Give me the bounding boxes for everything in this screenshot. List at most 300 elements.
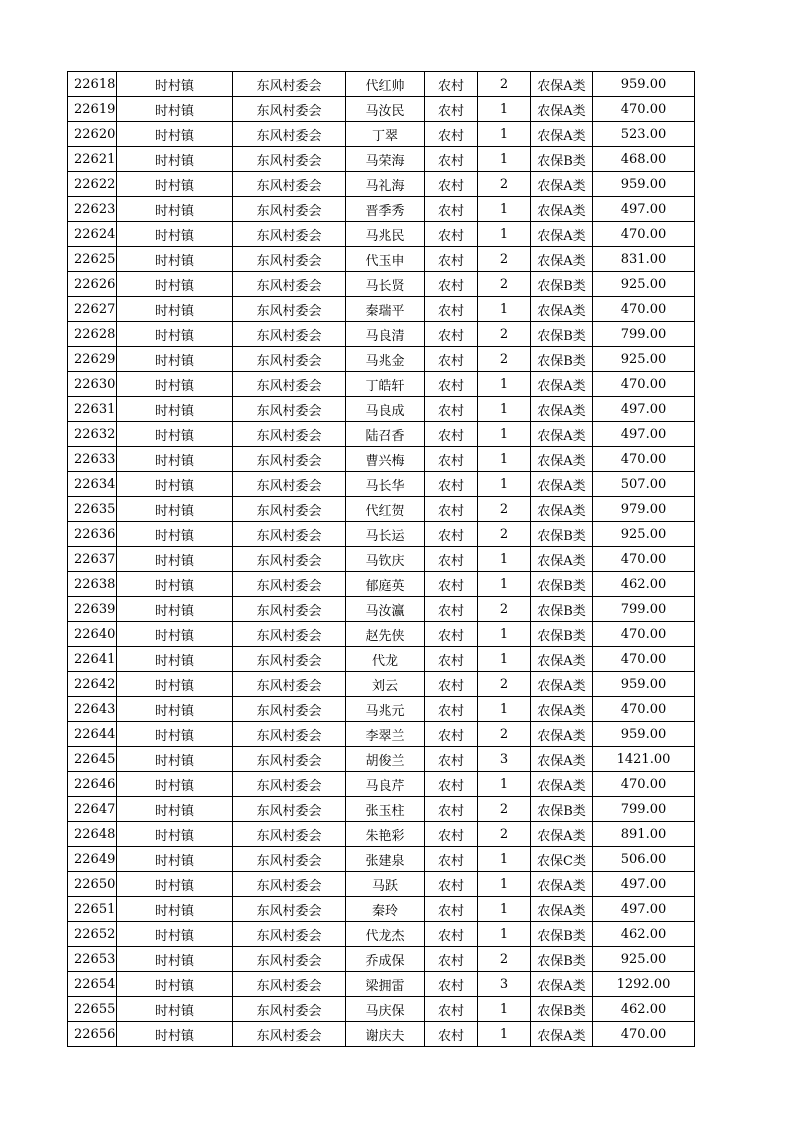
area-type-cell: 农村	[425, 697, 478, 722]
area-type-cell: 农村	[425, 547, 478, 572]
town-cell: 时村镇	[117, 322, 233, 347]
area-type-cell: 农村	[425, 997, 478, 1022]
town-cell: 时村镇	[117, 797, 233, 822]
record-id-cell: 22626	[68, 272, 117, 297]
record-id-cell: 22621	[68, 147, 117, 172]
table-row	[68, 797, 695, 822]
record-id-cell: 22656	[68, 1022, 117, 1047]
household-size-cell: 2	[478, 497, 531, 522]
record-id-cell: 22653	[68, 947, 117, 972]
area-type-cell: 农村	[425, 297, 478, 322]
area-type-cell: 农村	[425, 972, 478, 997]
insurance-category-cell: 农保B类	[531, 522, 593, 547]
village-committee-cell: 东风村委会	[233, 972, 346, 997]
record-id-cell: 22639	[68, 597, 117, 622]
area-type-cell: 农村	[425, 922, 478, 947]
area-type-cell: 农村	[425, 172, 478, 197]
table-row	[68, 522, 695, 547]
household-size-cell: 1	[478, 147, 531, 172]
village-committee-cell: 东风村委会	[233, 672, 346, 697]
record-id-cell: 22618	[68, 72, 117, 97]
village-committee-cell: 东风村委会	[233, 822, 346, 847]
town-cell: 时村镇	[117, 947, 233, 972]
person-name-cell: 马兆元	[346, 697, 425, 722]
insurance-category-cell: 农保A类	[531, 172, 593, 197]
person-name-cell: 马长贤	[346, 272, 425, 297]
area-type-cell: 农村	[425, 222, 478, 247]
household-size-cell: 2	[478, 172, 531, 197]
table-row	[68, 147, 695, 172]
record-id-cell: 22634	[68, 472, 117, 497]
village-committee-cell: 东风村委会	[233, 247, 346, 272]
person-name-cell: 朱艳彩	[346, 822, 425, 847]
table-row	[68, 722, 695, 747]
area-type-cell: 农村	[425, 872, 478, 897]
household-size-cell: 2	[478, 322, 531, 347]
area-type-cell: 农村	[425, 322, 478, 347]
person-name-cell: 代龙	[346, 647, 425, 672]
town-cell: 时村镇	[117, 497, 233, 522]
insurance-category-cell: 农保A类	[531, 897, 593, 922]
record-id-cell: 22633	[68, 447, 117, 472]
insurance-category-cell: 农保B类	[531, 272, 593, 297]
household-size-cell: 1	[478, 1022, 531, 1047]
amount-cell: 470.00	[593, 697, 695, 722]
area-type-cell: 农村	[425, 747, 478, 772]
household-size-cell: 3	[478, 747, 531, 772]
record-id-cell: 22627	[68, 297, 117, 322]
amount-cell: 979.00	[593, 497, 695, 522]
person-name-cell: 郁庭英	[346, 572, 425, 597]
area-type-cell: 农村	[425, 522, 478, 547]
person-name-cell: 马兆民	[346, 222, 425, 247]
household-size-cell: 1	[478, 997, 531, 1022]
insurance-category-cell: 农保A类	[531, 672, 593, 697]
record-id-cell: 22638	[68, 572, 117, 597]
table-row	[68, 997, 695, 1022]
village-committee-cell: 东风村委会	[233, 572, 346, 597]
household-size-cell: 1	[478, 397, 531, 422]
area-type-cell: 农村	[425, 347, 478, 372]
record-id-cell: 22641	[68, 647, 117, 672]
amount-cell: 959.00	[593, 172, 695, 197]
area-type-cell: 农村	[425, 397, 478, 422]
area-type-cell: 农村	[425, 672, 478, 697]
village-committee-cell: 东风村委会	[233, 897, 346, 922]
record-id-cell: 22651	[68, 897, 117, 922]
town-cell: 时村镇	[117, 972, 233, 997]
table-row	[68, 447, 695, 472]
amount-cell: 470.00	[593, 622, 695, 647]
village-committee-cell: 东风村委会	[233, 622, 346, 647]
person-name-cell: 代玉申	[346, 247, 425, 272]
amount-cell: 470.00	[593, 547, 695, 572]
town-cell: 时村镇	[117, 647, 233, 672]
household-size-cell: 2	[478, 347, 531, 372]
person-name-cell: 张玉柱	[346, 797, 425, 822]
town-cell: 时村镇	[117, 372, 233, 397]
insurance-category-cell: 农保B类	[531, 797, 593, 822]
table-row	[68, 197, 695, 222]
amount-cell: 925.00	[593, 272, 695, 297]
amount-cell: 470.00	[593, 372, 695, 397]
record-id-cell: 22632	[68, 422, 117, 447]
person-name-cell: 张建泉	[346, 847, 425, 872]
amount-cell: 462.00	[593, 997, 695, 1022]
village-committee-cell: 东风村委会	[233, 997, 346, 1022]
person-name-cell: 代龙杰	[346, 922, 425, 947]
table-row	[68, 747, 695, 772]
household-size-cell: 1	[478, 897, 531, 922]
amount-cell: 1421.00	[593, 747, 695, 772]
village-committee-cell: 东风村委会	[233, 447, 346, 472]
person-name-cell: 曹兴梅	[346, 447, 425, 472]
person-name-cell: 马礼海	[346, 172, 425, 197]
person-name-cell: 马庆保	[346, 997, 425, 1022]
amount-cell: 462.00	[593, 922, 695, 947]
town-cell: 时村镇	[117, 997, 233, 1022]
town-cell: 时村镇	[117, 472, 233, 497]
household-size-cell: 2	[478, 247, 531, 272]
household-size-cell: 1	[478, 472, 531, 497]
village-committee-cell: 东风村委会	[233, 847, 346, 872]
household-size-cell: 3	[478, 972, 531, 997]
amount-cell: 959.00	[593, 72, 695, 97]
household-size-cell: 2	[478, 522, 531, 547]
insurance-category-cell: 农保B类	[531, 997, 593, 1022]
household-size-cell: 1	[478, 872, 531, 897]
record-id-cell: 22645	[68, 747, 117, 772]
area-type-cell: 农村	[425, 597, 478, 622]
town-cell: 时村镇	[117, 622, 233, 647]
amount-cell: 959.00	[593, 672, 695, 697]
insurance-category-cell: 农保B类	[531, 947, 593, 972]
area-type-cell: 农村	[425, 822, 478, 847]
person-name-cell: 马跃	[346, 872, 425, 897]
area-type-cell: 农村	[425, 797, 478, 822]
area-type-cell: 农村	[425, 72, 478, 97]
table-row	[68, 947, 695, 972]
village-committee-cell: 东风村委会	[233, 147, 346, 172]
amount-cell: 470.00	[593, 447, 695, 472]
household-size-cell: 2	[478, 947, 531, 972]
person-name-cell: 代红贺	[346, 497, 425, 522]
table-row	[68, 422, 695, 447]
village-committee-cell: 东风村委会	[233, 722, 346, 747]
household-size-cell: 1	[478, 122, 531, 147]
person-name-cell: 马长运	[346, 522, 425, 547]
village-committee-cell: 东风村委会	[233, 922, 346, 947]
area-type-cell: 农村	[425, 472, 478, 497]
household-size-cell: 1	[478, 547, 531, 572]
area-type-cell: 农村	[425, 97, 478, 122]
town-cell: 时村镇	[117, 147, 233, 172]
amount-cell: 1292.00	[593, 972, 695, 997]
person-name-cell: 赵先侠	[346, 622, 425, 647]
town-cell: 时村镇	[117, 722, 233, 747]
table-row	[68, 597, 695, 622]
person-name-cell: 陆召香	[346, 422, 425, 447]
person-name-cell: 梁拥雷	[346, 972, 425, 997]
person-name-cell: 马兆金	[346, 347, 425, 372]
insurance-category-cell: 农保B类	[531, 322, 593, 347]
person-name-cell: 李翠兰	[346, 722, 425, 747]
person-name-cell: 丁皓轩	[346, 372, 425, 397]
insurance-category-cell: 农保A类	[531, 247, 593, 272]
record-id-cell: 22640	[68, 622, 117, 647]
town-cell: 时村镇	[117, 747, 233, 772]
amount-cell: 523.00	[593, 122, 695, 147]
insurance-category-cell: 农保A类	[531, 422, 593, 447]
insurance-category-cell: 农保A类	[531, 772, 593, 797]
village-committee-cell: 东风村委会	[233, 372, 346, 397]
insurance-category-cell: 农保B类	[531, 572, 593, 597]
person-name-cell: 晋季秀	[346, 197, 425, 222]
area-type-cell: 农村	[425, 947, 478, 972]
person-name-cell: 胡俊兰	[346, 747, 425, 772]
town-cell: 时村镇	[117, 272, 233, 297]
household-size-cell: 1	[478, 447, 531, 472]
record-id-cell: 22646	[68, 772, 117, 797]
table-row	[68, 347, 695, 372]
household-size-cell: 2	[478, 272, 531, 297]
person-name-cell: 乔成保	[346, 947, 425, 972]
insurance-category-cell: 农保A类	[531, 97, 593, 122]
record-id-cell: 22650	[68, 872, 117, 897]
household-size-cell: 2	[478, 822, 531, 847]
household-size-cell: 1	[478, 847, 531, 872]
town-cell: 时村镇	[117, 772, 233, 797]
amount-cell: 468.00	[593, 147, 695, 172]
amount-cell: 891.00	[593, 822, 695, 847]
area-type-cell: 农村	[425, 447, 478, 472]
person-name-cell: 马钦庆	[346, 547, 425, 572]
area-type-cell: 农村	[425, 272, 478, 297]
table-row	[68, 547, 695, 572]
village-committee-cell: 东风村委会	[233, 172, 346, 197]
village-committee-cell: 东风村委会	[233, 422, 346, 447]
person-name-cell: 马汝瀛	[346, 597, 425, 622]
amount-cell: 507.00	[593, 472, 695, 497]
records-table-body	[68, 72, 695, 1047]
record-id-cell: 22631	[68, 397, 117, 422]
area-type-cell: 农村	[425, 722, 478, 747]
village-committee-cell: 东风村委会	[233, 472, 346, 497]
table-row	[68, 247, 695, 272]
area-type-cell: 农村	[425, 622, 478, 647]
records-table	[67, 71, 695, 1047]
village-committee-cell: 东风村委会	[233, 397, 346, 422]
record-id-cell: 22635	[68, 497, 117, 522]
household-size-cell: 1	[478, 647, 531, 672]
town-cell: 时村镇	[117, 547, 233, 572]
household-size-cell: 1	[478, 572, 531, 597]
area-type-cell: 农村	[425, 197, 478, 222]
village-committee-cell: 东风村委会	[233, 272, 346, 297]
town-cell: 时村镇	[117, 522, 233, 547]
record-id-cell: 22628	[68, 322, 117, 347]
insurance-category-cell: 农保A类	[531, 222, 593, 247]
record-id-cell: 22649	[68, 847, 117, 872]
record-id-cell: 22642	[68, 672, 117, 697]
amount-cell: 959.00	[593, 722, 695, 747]
area-type-cell: 农村	[425, 572, 478, 597]
insurance-category-cell: 农保A类	[531, 822, 593, 847]
table-row	[68, 297, 695, 322]
table-row	[68, 222, 695, 247]
table-row	[68, 372, 695, 397]
town-cell: 时村镇	[117, 172, 233, 197]
village-committee-cell: 东风村委会	[233, 1022, 346, 1047]
household-size-cell: 1	[478, 297, 531, 322]
insurance-category-cell: 农保B类	[531, 347, 593, 372]
household-size-cell: 2	[478, 722, 531, 747]
person-name-cell: 马良清	[346, 322, 425, 347]
village-committee-cell: 东风村委会	[233, 522, 346, 547]
table-row	[68, 897, 695, 922]
record-id-cell: 22622	[68, 172, 117, 197]
area-type-cell: 农村	[425, 122, 478, 147]
town-cell: 时村镇	[117, 922, 233, 947]
record-id-cell: 22647	[68, 797, 117, 822]
insurance-category-cell: 农保A类	[531, 197, 593, 222]
table-row	[68, 772, 695, 797]
table-row	[68, 272, 695, 297]
town-cell: 时村镇	[117, 572, 233, 597]
amount-cell: 470.00	[593, 772, 695, 797]
table-row	[68, 672, 695, 697]
insurance-category-cell: 农保A类	[531, 397, 593, 422]
table-row	[68, 72, 695, 97]
amount-cell: 497.00	[593, 197, 695, 222]
area-type-cell: 农村	[425, 847, 478, 872]
record-id-cell: 22643	[68, 697, 117, 722]
record-id-cell: 22654	[68, 972, 117, 997]
record-id-cell: 22619	[68, 97, 117, 122]
person-name-cell: 马良成	[346, 397, 425, 422]
area-type-cell: 农村	[425, 772, 478, 797]
household-size-cell: 2	[478, 672, 531, 697]
record-id-cell: 22623	[68, 197, 117, 222]
insurance-category-cell: 农保A类	[531, 747, 593, 772]
table-row	[68, 847, 695, 872]
person-name-cell: 马长华	[346, 472, 425, 497]
insurance-category-cell: 农保B类	[531, 622, 593, 647]
amount-cell: 925.00	[593, 347, 695, 372]
table-row	[68, 972, 695, 997]
household-size-cell: 1	[478, 197, 531, 222]
town-cell: 时村镇	[117, 397, 233, 422]
record-id-cell: 22625	[68, 247, 117, 272]
amount-cell: 470.00	[593, 97, 695, 122]
town-cell: 时村镇	[117, 447, 233, 472]
area-type-cell: 农村	[425, 897, 478, 922]
town-cell: 时村镇	[117, 222, 233, 247]
household-size-cell: 1	[478, 222, 531, 247]
record-id-cell: 22655	[68, 997, 117, 1022]
town-cell: 时村镇	[117, 822, 233, 847]
insurance-category-cell: 农保B类	[531, 922, 593, 947]
person-name-cell: 代红帅	[346, 72, 425, 97]
person-name-cell: 马荣海	[346, 147, 425, 172]
amount-cell: 799.00	[593, 322, 695, 347]
town-cell: 时村镇	[117, 422, 233, 447]
household-size-cell: 2	[478, 797, 531, 822]
table-row	[68, 622, 695, 647]
village-committee-cell: 东风村委会	[233, 947, 346, 972]
table-row	[68, 922, 695, 947]
record-id-cell: 22644	[68, 722, 117, 747]
household-size-cell: 1	[478, 922, 531, 947]
amount-cell: 462.00	[593, 572, 695, 597]
village-committee-cell: 东风村委会	[233, 122, 346, 147]
table-row	[68, 697, 695, 722]
amount-cell: 470.00	[593, 1022, 695, 1047]
village-committee-cell: 东风村委会	[233, 772, 346, 797]
table-row	[68, 472, 695, 497]
town-cell: 时村镇	[117, 122, 233, 147]
person-name-cell: 丁翠	[346, 122, 425, 147]
village-committee-cell: 东风村委会	[233, 297, 346, 322]
insurance-category-cell: 农保A类	[531, 447, 593, 472]
household-size-cell: 1	[478, 772, 531, 797]
person-name-cell: 秦瑞平	[346, 297, 425, 322]
household-size-cell: 1	[478, 372, 531, 397]
insurance-category-cell: 农保A类	[531, 372, 593, 397]
record-id-cell: 22624	[68, 222, 117, 247]
insurance-category-cell: 农保A类	[531, 497, 593, 522]
amount-cell: 470.00	[593, 297, 695, 322]
amount-cell: 925.00	[593, 522, 695, 547]
household-size-cell: 1	[478, 97, 531, 122]
amount-cell: 799.00	[593, 797, 695, 822]
insurance-category-cell: 农保A类	[531, 72, 593, 97]
amount-cell: 925.00	[593, 947, 695, 972]
person-name-cell: 马良芹	[346, 772, 425, 797]
table-row	[68, 1022, 695, 1047]
table-row	[68, 572, 695, 597]
area-type-cell: 农村	[425, 1022, 478, 1047]
town-cell: 时村镇	[117, 847, 233, 872]
village-committee-cell: 东风村委会	[233, 222, 346, 247]
table-row	[68, 497, 695, 522]
town-cell: 时村镇	[117, 872, 233, 897]
town-cell: 时村镇	[117, 1022, 233, 1047]
insurance-category-cell: 农保A类	[531, 297, 593, 322]
town-cell: 时村镇	[117, 347, 233, 372]
area-type-cell: 农村	[425, 372, 478, 397]
village-committee-cell: 东风村委会	[233, 647, 346, 672]
household-size-cell: 1	[478, 622, 531, 647]
amount-cell: 799.00	[593, 597, 695, 622]
town-cell: 时村镇	[117, 247, 233, 272]
village-committee-cell: 东风村委会	[233, 547, 346, 572]
village-committee-cell: 东风村委会	[233, 72, 346, 97]
amount-cell: 497.00	[593, 872, 695, 897]
record-id-cell: 22620	[68, 122, 117, 147]
table-row	[68, 872, 695, 897]
insurance-category-cell: 农保A类	[531, 697, 593, 722]
town-cell: 时村镇	[117, 197, 233, 222]
insurance-category-cell: 农保A类	[531, 1022, 593, 1047]
amount-cell: 497.00	[593, 897, 695, 922]
table-row	[68, 647, 695, 672]
town-cell: 时村镇	[117, 297, 233, 322]
insurance-category-cell: 农保A类	[531, 872, 593, 897]
village-committee-cell: 东风村委会	[233, 347, 346, 372]
area-type-cell: 农村	[425, 497, 478, 522]
insurance-category-cell: 农保A类	[531, 722, 593, 747]
